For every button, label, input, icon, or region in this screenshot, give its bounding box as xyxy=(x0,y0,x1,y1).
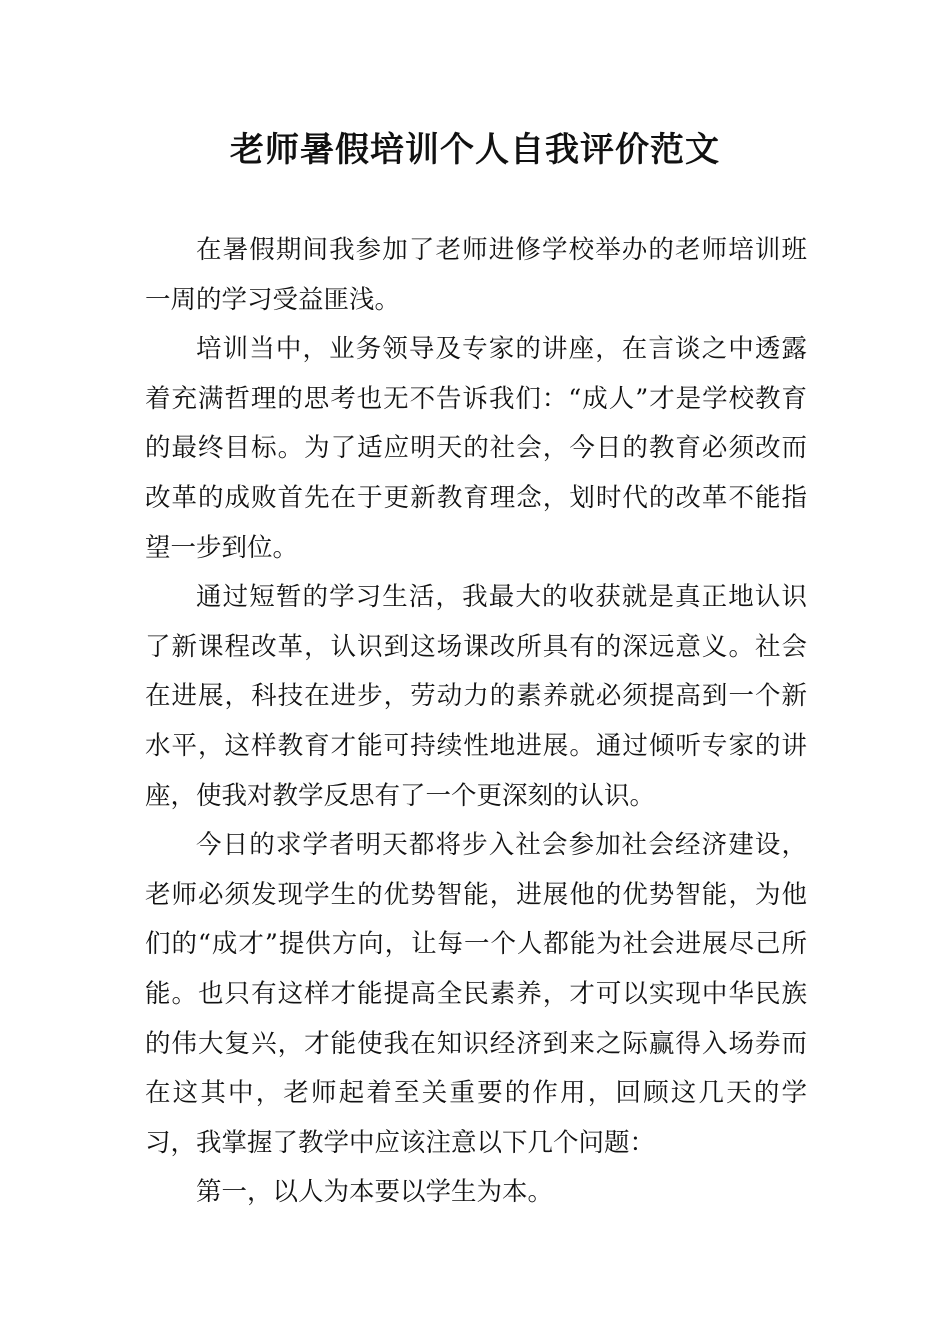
paragraph: 今日的求学者明天都将步入社会参加社会经济建设，老师必须发现学生的优势智能，进展他的优势智能，为他们的“成才”提供方向，让每一个人都能为社会进展尽己所能。也只有这样才能提高全民素养，才可以实现中华民族的伟大复兴，才能使我在知识经济到来之际赢得入场券而在这其中，老师起着至关重要的作用，回顾这几天的学习，我掌握了教学中应该注意以下几个问题： xyxy=(145,830,807,1158)
paragraph: 培训当中，业务领导及专家的讲座，在言谈之中透露着充满哲理的思考也无不告诉我们：“成人”才是学校教育的最终目标。为了适应明天的社会，今日的教育必须改而改革的成败首先在于更新教育理念，划时代的改革不能指望一步到位。 xyxy=(145,334,807,563)
document-body xyxy=(145,226,807,1218)
document-title: 老师暑假培训个人自我评价范文 xyxy=(230,130,720,170)
paragraph: 第一，以人为本要以学生为本。 xyxy=(196,1177,554,1208)
paragraph: 通过短暂的学习生活，我最大的收获就是真正地认识了新课程改革，认识到这场课改所具有的深远意义。社会在进展，科技在进步，劳动力的素养就必须提高到一个新水平，这样教育才能可持续性地进展。通过倾听专家的讲座，使我对教学反思有了一个更深刻的认识。 xyxy=(145,582,807,811)
paragraph: 在暑假期间我参加了老师进修学校举办的老师培训班一周的学习受益匪浅。 xyxy=(145,235,807,315)
